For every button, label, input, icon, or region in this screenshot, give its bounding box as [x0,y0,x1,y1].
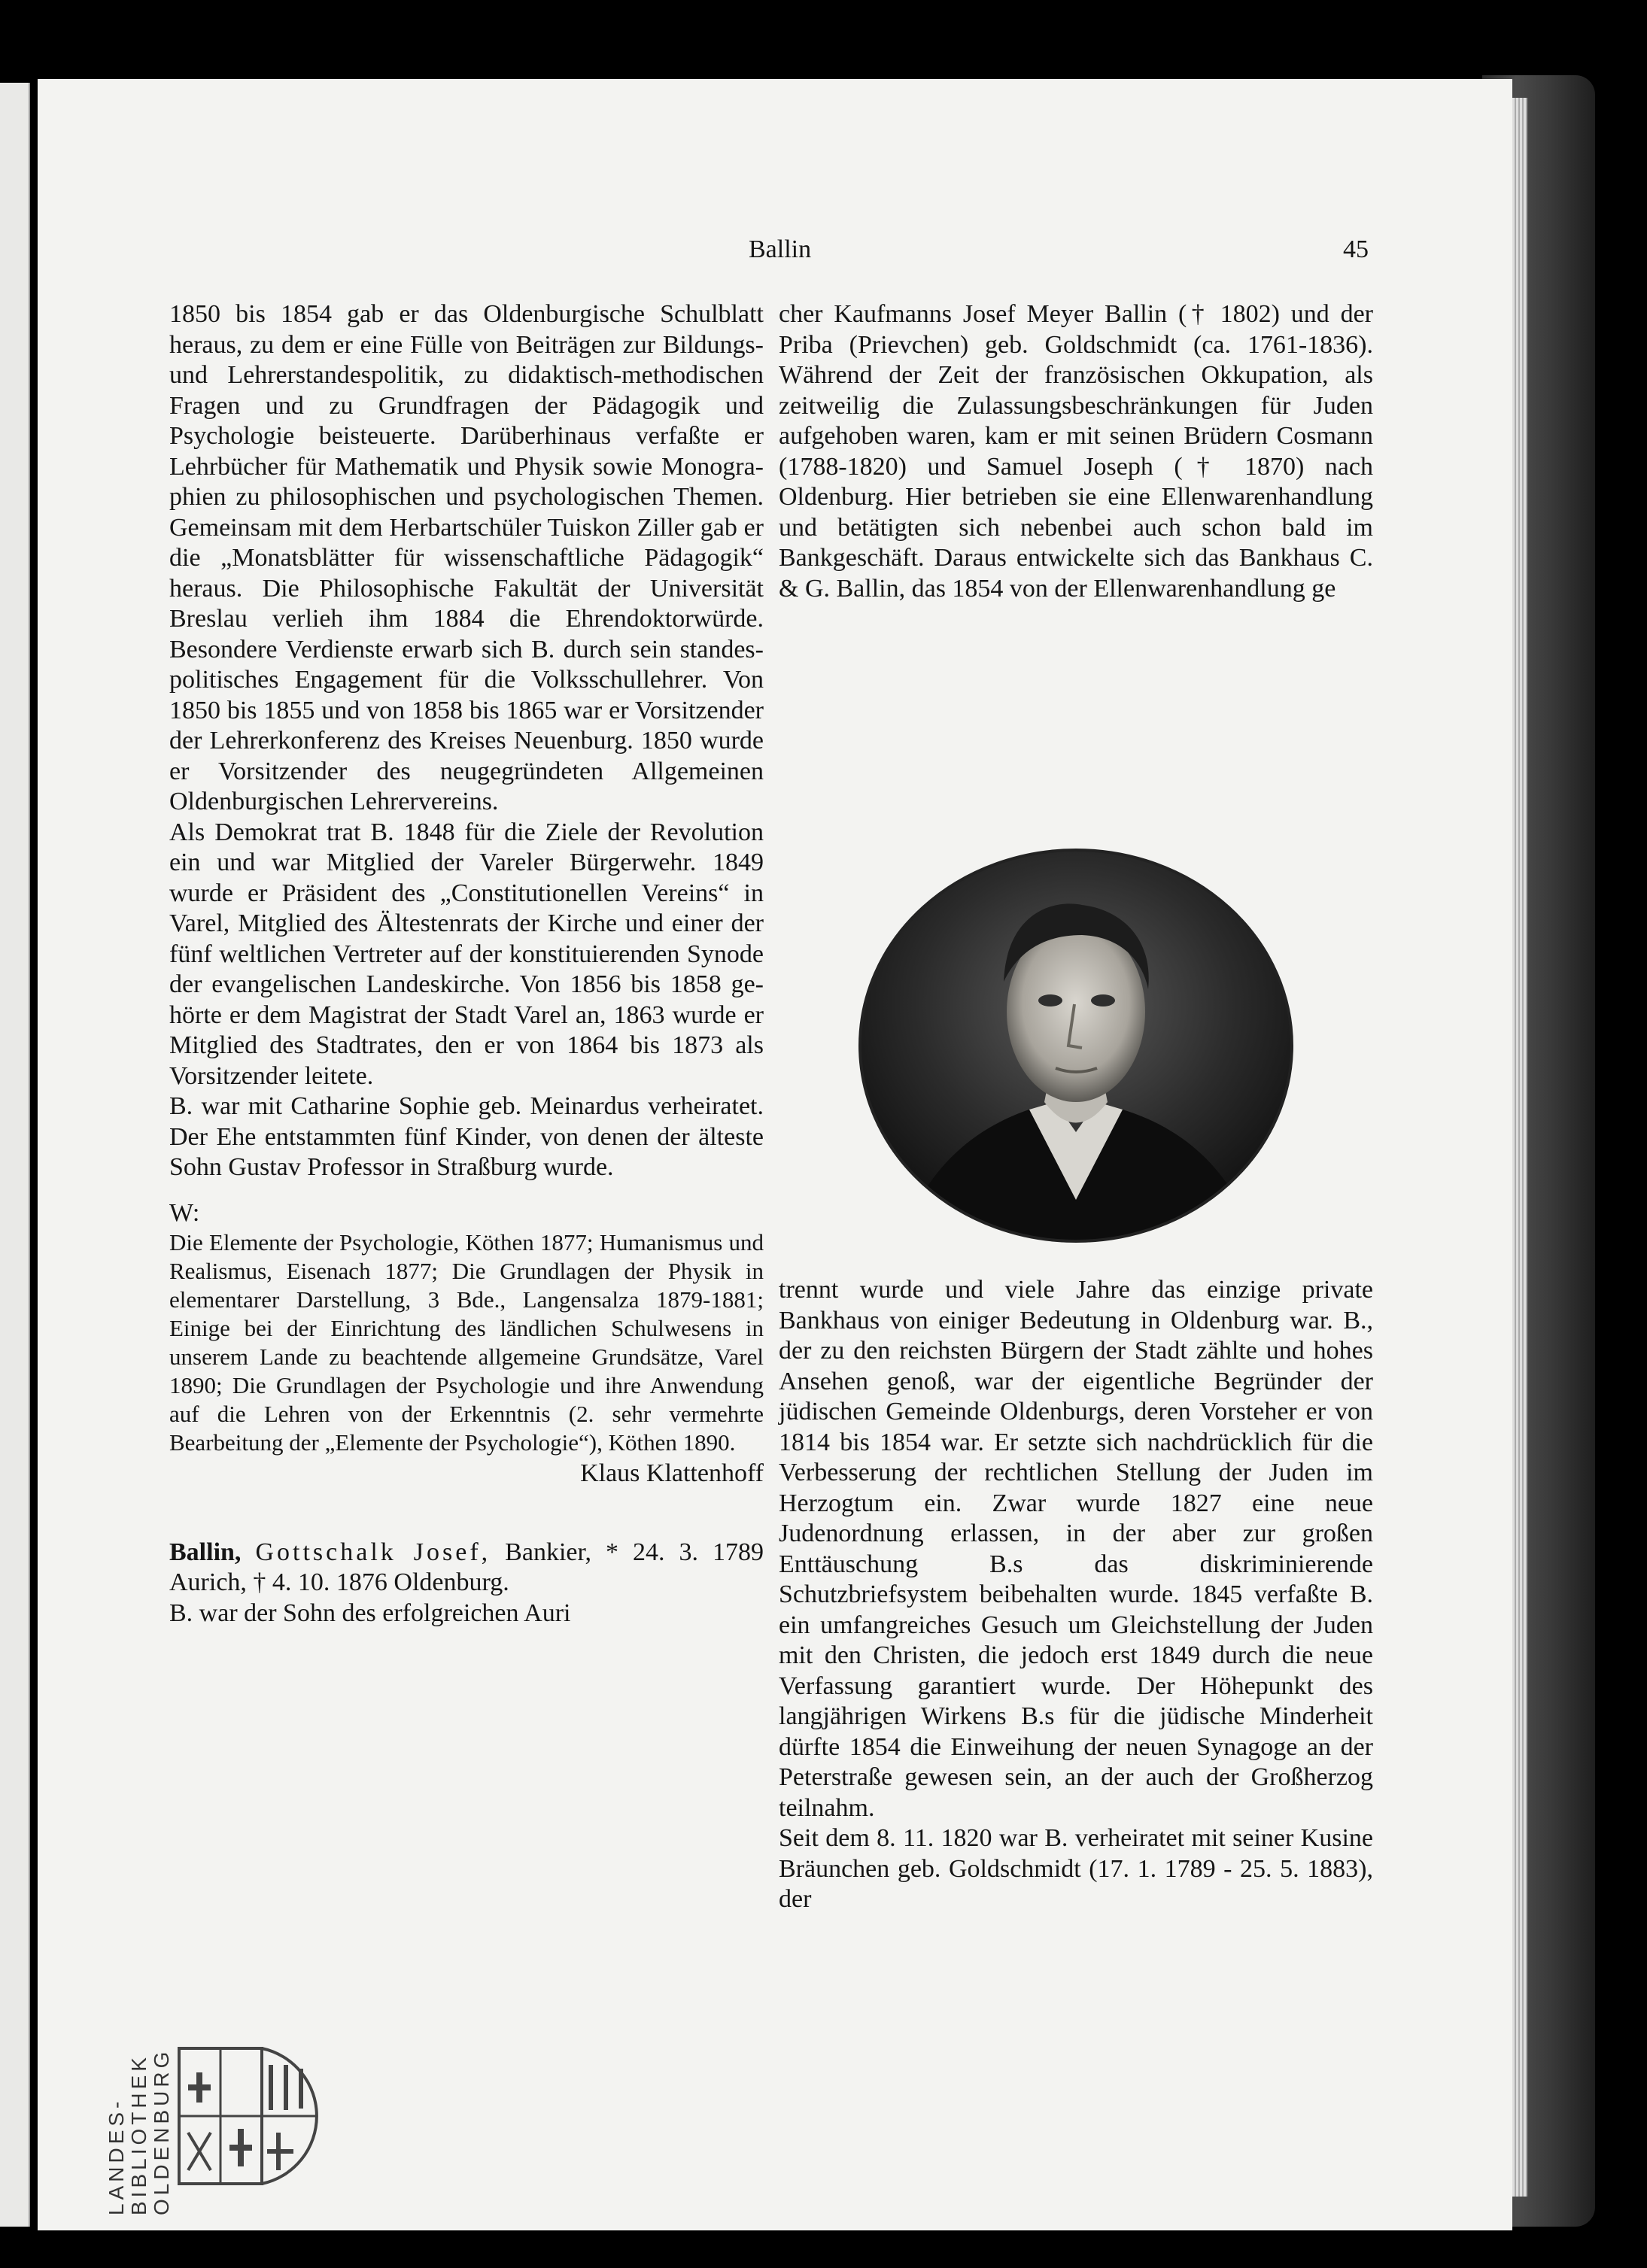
paragraph: 1850 bis 1854 gab er das Oldenburgische Schulblatt heraus, zu dem er eine Fülle von Beiträgen zur Bildungs- und Lehrerstandespolitik, zu didaktisch-methodischen Fragen und zu Grundfragen der Pädagogik und Psychologie beisteuerte. Darüberhinaus verfaßte er Lehrbücher für Mathematik und Physik sowie Monographien zu philosophischen und psychologischen Themen. Gemeinsam mit dem Herbartschüler Tuiskon Ziller gab er die „Monatsblätter für wissenschaftliche Pädagogik“ heraus. Die Philosophische Fakultät der Universität Breslau verlieh ihm 1884 die Ehrendoktorwürde. Besondere Verdienste erwarb sich B. durch sein standespolitisches Engagement für die Volksschullehrer. Von 1850 bis 1855 und von 1858 bis 1865 war er Vorsitzender der Lehrerkonferenz des Kreises Neuenburg. 1850 wurde er Vorsitzender des neugegründeten Allgemeinen Oldenburgischen Lehrervereins. [169,300,764,815]
library-logo-icon [173,2042,324,2193]
paragraph: trennt wurde und viele Jahre das einzige private Bankhaus von einiger Bedeutung in Oldenburg war. B., der zu den reichsten Bürgern der Stadt zählte und hohes Ansehen genoß, war der eigentliche Begründer der jüdischen Gemeinde Oldenburgs, deren Vorsteher er von 1814 bis 1854 war. Er setzte sich nachdrücklich für die Verbesserung der rechtlichen Stellung der Juden im Herzogtum ein. Zwar wurde 1827 eine neue Judenordnung erlassen, in der aber zur großen Enttäuschung B.s das diskriminierende Schutzbriefsystem beibehalten wurde. 1845 verfaßte B. ein umfangreiches Gesuch um Gleichstellung der Juden mit den Christen, die jedoch erst 1849 durch die neue Verfassung garantiert wurde. Der Höhepunkt des langjährigen Wirkens B.s für die jüdische Minderheit dürfte 1854 die Einweihung der neuen Synagoge an der Peterstraße gewesen sein, an der auch der Großherzog teilnahm. [779,1276,1373,1822]
paragraph: B. war mit Catharine Sophie geb. Meinardus verheiratet. Der Ehe entstammten fünf Kinder, von denen der älteste Sohn Gustav Professor in Straßburg wurde. [169,1092,764,1181]
entry-profession: Bankier, [505,1538,591,1566]
article-author: Klaus Klattenhoff [580,1459,764,1487]
portrait-image [856,846,1296,1245]
running-head: Ballin [749,235,812,263]
paragraph: Als Demokrat trat B. 1848 für die Ziele der Revolution ein und war Mitglied der Vareler Bürgerwehr. 1849 wurde er Präsident des „Constitutionellen Vereins“ in Varel, Mitglied des Ältestenrats der Kirche und einer der fünf weltlichen Vertreter auf der konstituierenden Synode der evangelischen Landeskirche. Von 1856 bis 1858 gehörte er dem Magistrat der Stadt Varel an, 1863 wurde er Mitglied des Stadtrates, den er von 1864 bis 1873 als Vorsitzender leitete. [169,818,764,1090]
paragraph: Seit dem 8. 11. 1820 war B. verheiratet mit seiner Kusine Bräunchen geb. Goldschmidt (17. 1. 1789 - 25. 5. 1883), der [779,1824,1373,1913]
works-list: Die Elemente der Psychologie, Köthen 1877; Humanismus und Realismus, Eisenach 1877; Die Grundlagen der Physik in elementarer Darstellung, 3 Bde., Langensalza 1879-1881; Einige bei der Einrichtung des ländlichen Schulwesens in unserem Lande zu beachtende allgemeine Grundsätze, Varel 1890; Die Grundlagen der Psychologie und ihre Anwendung auf die Lehren von der Erkenntnis (2. sehr vermehrte Bearbeitung der „Elemente der Psychologie“), Köthen 1890. [169,1229,764,1456]
paragraph: B. war der Sohn des erfolgreichen Auri [169,1599,571,1627]
book-page [38,79,1512,2230]
works-label: W: [169,1198,200,1227]
page-number: 45 [1343,235,1369,263]
paragraph: cher Kaufmanns Josef Meyer Ballin († 1802) und der Priba (Prievchen) geb. Goldschmidt (ca. 1761-1836). Während der Zeit der französischen Okkupation, als zeitweilig die Zulassungsbeschränkungen für Juden aufgehoben waren, kam er mit seinen Brüdern Cosmann (1788-1820) und Samuel Joseph († 1870) nach Oldenburg. Hier betrieben sie eine Ellenwarenhandlung und betätigten sich nebenbei auch schon bald im Bankgeschäft. Daraus entwickelte sich das Bankhaus C. & G. Ballin, das 1854 von der Ellenwarenhandlung ge [779,300,1373,603]
left-column [169,299,764,1629]
entry-heading [169,1538,764,1599]
adjacent-page-edge [0,83,30,2227]
library-stamp [105,2042,361,2230]
right-column-top [779,299,1373,604]
entry-dates: * 24. 3. 1789 Aurich, † 4. 10. 1876 Oldenburg. [169,1538,764,1596]
library-stamp-text: LANDES- BIBLIOTHEK OLDENBURG [105,2048,173,2215]
entry-name: Ballin, [169,1538,242,1566]
right-column-bottom [779,1275,1373,1915]
entry-given-names: Gottschalk Josef, [255,1538,491,1566]
